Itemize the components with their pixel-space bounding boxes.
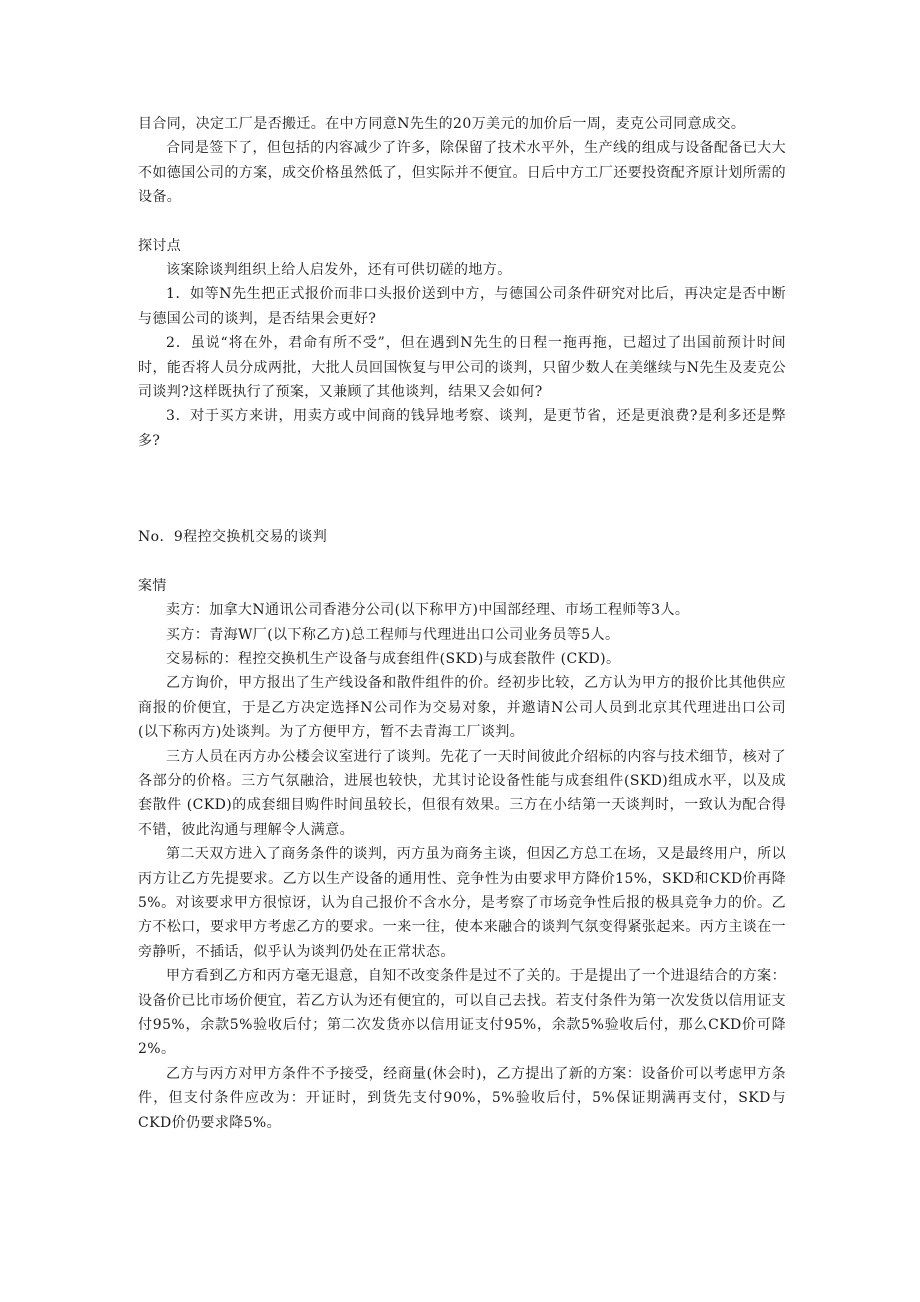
case-paragraph-1: 卖方：加拿大N通讯公司香港分公司(以下称甲方)中国部经理、市场工程师等3人。 [166,602,690,619]
spacer [138,550,786,574]
discussion-paragraph-3: 2．虽说“将在外，君命有所不受”，但在遇到N先生的日程一拖再拖，已超过了出国前预计时间时，能否将人员分成两批，大批人员回国恢复与甲公司的谈判，只留少数人在美继续与N先生及麦克公司谈判?这样既执行了预案，又兼顾了其他谈判，结果又会如何? [138,335,786,401]
spacer [138,453,786,525]
intro-paragraph-2: 合同是签下了，但包括的内容减少了许多，除保留了技术水平外，生产线的组成与设备配备已大大不如德国公司的方案，成交价格虽然低了，但实际并不便宜。日后中方工厂还要投资配齐原计划所需的设备。 [138,140,786,206]
document-page [138,112,786,1135]
discussion-paragraph-1: 该案除谈判组织上给人启发外，还有可供切磋的地方。 [166,262,512,279]
case-paragraph-5: 三方人员在丙方办公楼会议室进行了谈判。先花了一天时间彼此介绍标的内容与技术细节，核对了各部分的价格。三方气氛融洽，进展也较快，尤其讨论设备性能与成套组件(SKD)组成水平，以及成套散件 (CKD)的成套细目购件时间虽较长，但很有效果。三方在小结第一天谈判时，一致认为配合得不错，彼此沟通与理解令人满意。 [138,748,786,838]
case-paragraph-2: 买方：青海W厂(以下称乙方)总工程师与代理进出口公司业务员等5人。 [166,626,620,643]
spacer [138,210,786,234]
case-paragraph-7: 甲方看到乙方和丙方毫无退意，自知不改变条件是过不了关的。于是提出了一个进退结合的方案：设备价已比市场价便宜，若乙方认为还有便宜的，可以自己去找。若支付条件为第一次发货以信用证支付95%，余款5%验收后付；第二次发货亦以信用证支付95%，余款5%验收后付，那么CKD价可降2%。 [138,968,786,1058]
case-title: No．9程控交换机交易的谈判 [138,529,328,546]
intro-paragraph-1: 目合同，决定工厂是否搬迁。在中方同意N先生的20万美元的加价后一周，麦克公司同意成交。 [138,116,746,132]
discussion-paragraph-4: 3．对于买方来讲，用卖方或中间商的钱异地考察、谈判，是更节省，还是更浪费?是利多还是弊多? [138,408,786,449]
discussion-paragraph-2: 1．如等N先生把正式报价而非口头报价送到中方，与德国公司条件研究对比后，再决定是否中断与德国公司的谈判，是否结果会更好? [138,286,786,327]
case-paragraph-3: 交易标的：程控交换机生产设备与成套组件(SKD)与成套散件 (CKD)。 [166,650,621,667]
case-paragraph-6: 第二天双方进入了商务条件的谈判，丙方虽为商务主谈，但因乙方总工在场，又是最终用户，所以丙方让乙方先提要求。乙方以生产设备的通用性、竞争性为由要求甲方降价15%，SKD和CKD价再降5%。对该要求甲方很惊讶，认为自己报价不含水分，是考察了市场竞争性后报的极具竞争力的价。乙方不松口，要求甲方考虑乙方的要求。一来一往，使本来融合的谈判气氛变得紧张起来。丙方主谈在一旁静听，不插话，似乎认为谈判仍处在正常状态。 [138,846,786,960]
case-paragraph-4: 乙方询价，甲方报出了生产线设备和散件组件的价。经初步比较，乙方认为甲方的报价比其他供应商报的价便宜，于是乙方决定选择N公司作为交易对象，并邀请N公司人员到北京其代理进出口公司(以下称丙方)处谈判。为了方便甲方，暂不去青海工厂谈判。 [138,675,786,741]
case-heading: 案情 [138,577,167,594]
case-paragraph-8: 乙方与丙方对甲方条件不予接受，经商量(休会时)，乙方提出了新的方案：设备价可以考虑甲方条件，但支付条件应改为：开证时，到货先支付90%，5%验收后付，5%保证期满再支付，SKD与CKD价仍要求降5%。 [138,1065,786,1131]
discussion-heading: 探讨点 [138,237,182,254]
